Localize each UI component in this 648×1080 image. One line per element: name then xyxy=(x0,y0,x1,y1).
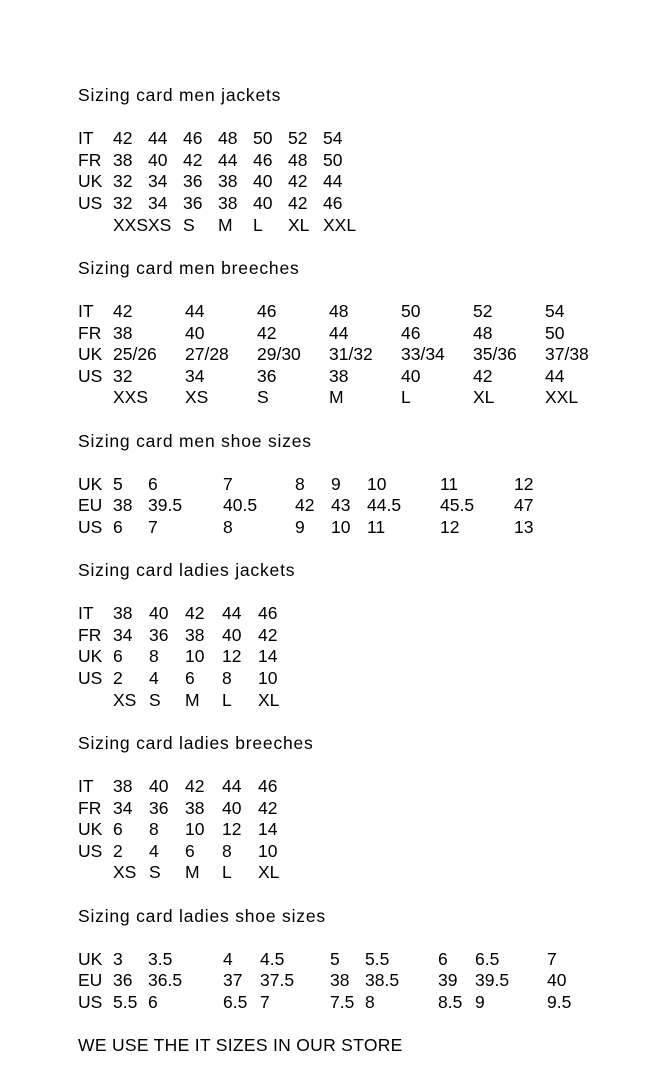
size-value: 7 xyxy=(223,473,233,494)
size-value: 9 xyxy=(475,991,485,1012)
size-value: 43 xyxy=(331,495,351,516)
size-value: 54 xyxy=(545,300,565,321)
size-value: 2 xyxy=(113,668,123,689)
row-label: FR xyxy=(78,797,102,818)
size-value: 40.5 xyxy=(223,495,258,516)
size-value: 25/26 xyxy=(113,344,157,365)
size-value: 34 xyxy=(113,797,133,818)
size-value: XS xyxy=(148,214,172,235)
size-value: 4 xyxy=(223,948,233,969)
row-label: IT xyxy=(78,128,94,149)
size-value: 40 xyxy=(401,365,421,386)
table-row xyxy=(78,668,638,690)
size-value: 36.5 xyxy=(148,970,183,991)
size-value: 50 xyxy=(401,300,421,321)
size-value: 38 xyxy=(330,970,350,991)
size-value: 32 xyxy=(113,171,133,192)
size-value: 44 xyxy=(329,322,349,343)
size-value: 44 xyxy=(148,128,168,149)
size-value: XXL xyxy=(323,214,357,235)
row-label: US xyxy=(78,192,103,213)
size-value: 42 xyxy=(185,776,205,796)
table-row xyxy=(78,301,638,323)
size-value: 46 xyxy=(257,300,277,321)
size-value: 44 xyxy=(185,300,205,321)
size-value: 50 xyxy=(253,128,273,149)
size-value: S xyxy=(149,862,161,883)
size-value: 39.5 xyxy=(475,970,510,991)
size-value: 4.5 xyxy=(260,948,285,969)
size-value: M xyxy=(218,214,233,235)
size-value: 42 xyxy=(113,128,133,149)
size-value: 14 xyxy=(258,646,278,667)
size-table-men-breeches xyxy=(78,301,638,409)
size-value: 6 xyxy=(185,840,195,861)
table-row xyxy=(78,841,638,863)
size-value: 12 xyxy=(514,473,534,494)
size-value: 14 xyxy=(258,819,278,840)
size-value: 42 xyxy=(257,322,277,343)
size-value: 36 xyxy=(149,624,169,645)
size-table-men-jackets xyxy=(78,128,638,236)
size-value: 38 xyxy=(185,797,205,818)
section-title: Sizing card men shoe sizes xyxy=(78,430,312,451)
size-value: 44 xyxy=(218,149,238,170)
size-value: 35/36 xyxy=(473,344,517,365)
size-value: S xyxy=(149,689,161,710)
section-title: Sizing card men jackets xyxy=(78,85,282,105)
size-value: 10 xyxy=(185,819,205,840)
size-value: XL xyxy=(473,387,495,408)
size-value: 42 xyxy=(288,192,308,213)
table-row xyxy=(78,646,638,668)
size-value: 46 xyxy=(258,603,278,624)
size-value: 36 xyxy=(113,970,133,991)
size-value: 11 xyxy=(367,516,386,537)
sizing-sections xyxy=(78,85,638,1014)
size-value: 54 xyxy=(323,128,343,149)
size-value: 40 xyxy=(253,171,273,192)
size-value: XS xyxy=(113,689,137,710)
row-label: UK xyxy=(78,948,103,969)
size-value: 44.5 xyxy=(367,495,402,516)
section-title: Sizing card men breeches xyxy=(78,257,300,278)
row-label: UK xyxy=(78,171,103,192)
table-row xyxy=(78,366,638,388)
table-row xyxy=(78,344,638,366)
size-value: 48 xyxy=(473,322,493,343)
size-value: M xyxy=(185,689,200,710)
size-table-ladies-breeches xyxy=(78,776,638,884)
size-value: 42 xyxy=(185,603,205,624)
size-value: 40 xyxy=(149,776,169,796)
size-value: 8 xyxy=(223,516,233,537)
size-value: 6 xyxy=(185,668,195,689)
size-value: 37.5 xyxy=(260,970,295,991)
size-value: 34 xyxy=(113,624,133,645)
size-value: 46 xyxy=(258,776,278,796)
size-value: 32 xyxy=(113,365,133,386)
section-ladies-jackets xyxy=(78,560,638,711)
size-value: L xyxy=(222,862,232,883)
size-value: 39.5 xyxy=(148,495,183,516)
size-value: 10 xyxy=(258,668,278,689)
size-value: 8 xyxy=(149,819,159,840)
store-sizes-note: WE USE THE IT SIZES IN OUR STORE xyxy=(78,1035,403,1056)
size-value: 12 xyxy=(222,646,242,667)
size-value: 38 xyxy=(218,171,238,192)
size-value: 37/38 xyxy=(545,344,589,365)
row-label: FR xyxy=(78,149,102,170)
size-value: 36 xyxy=(257,365,277,386)
size-value: 6 xyxy=(438,948,448,969)
size-value: 40 xyxy=(185,322,205,343)
size-value: L xyxy=(401,387,411,408)
size-value: 6 xyxy=(148,473,158,494)
size-value: 40 xyxy=(253,192,273,213)
size-value: 38 xyxy=(113,603,133,624)
size-value: 27/28 xyxy=(185,344,229,365)
size-value: XXS xyxy=(113,387,149,408)
size-value: 5 xyxy=(330,948,340,969)
size-value: 8 xyxy=(295,473,305,494)
size-value: M xyxy=(185,862,200,883)
section-men-breeches xyxy=(78,258,638,409)
size-value: 42 xyxy=(295,495,315,516)
size-value: 7 xyxy=(547,948,557,969)
size-value: 8.5 xyxy=(438,991,463,1012)
size-value: 46 xyxy=(183,128,203,149)
size-value: 48 xyxy=(218,128,238,149)
size-value: 9 xyxy=(331,473,341,494)
size-value: XS xyxy=(185,387,209,408)
size-value: 42 xyxy=(473,365,493,386)
section-ladies-breeches xyxy=(78,733,638,884)
size-value: 48 xyxy=(329,300,349,321)
size-value: 34 xyxy=(148,171,168,192)
size-value: 31/32 xyxy=(329,344,373,365)
size-value: 7 xyxy=(260,991,270,1012)
table-row xyxy=(78,776,638,798)
table-row xyxy=(78,323,638,345)
size-value: 36 xyxy=(149,797,169,818)
size-value: 4 xyxy=(149,840,159,861)
size-value: 42 xyxy=(113,300,133,321)
section-title: Sizing card ladies jackets xyxy=(78,560,296,581)
table-row xyxy=(78,171,638,193)
size-value: 40 xyxy=(148,149,168,170)
table-row xyxy=(78,862,638,884)
size-value: 44 xyxy=(545,365,565,386)
size-value: 5 xyxy=(113,473,123,494)
size-value: 6.5 xyxy=(223,991,248,1012)
table-row xyxy=(78,128,638,150)
size-value: 6 xyxy=(113,516,123,537)
size-value: 46 xyxy=(401,322,421,343)
size-value: 52 xyxy=(288,128,308,149)
table-row xyxy=(78,215,638,237)
size-value: 39 xyxy=(438,970,458,991)
table-row xyxy=(78,150,638,172)
table-row xyxy=(78,387,638,409)
row-label: US xyxy=(78,991,103,1012)
row-label: UK xyxy=(78,473,103,494)
size-value: 34 xyxy=(185,365,205,386)
size-value: 7.5 xyxy=(330,991,355,1012)
size-value: 36 xyxy=(183,192,203,213)
size-value: 42 xyxy=(288,171,308,192)
size-value: 8 xyxy=(222,668,232,689)
size-value: 44 xyxy=(222,776,242,796)
size-value: 38 xyxy=(218,192,238,213)
size-value: 42 xyxy=(183,149,203,170)
size-value: XL xyxy=(288,214,310,235)
size-value: XL xyxy=(258,689,280,710)
size-value: 11 xyxy=(440,473,459,494)
size-value: 38 xyxy=(329,365,349,386)
table-row xyxy=(78,193,638,215)
table-row xyxy=(78,819,638,841)
section-title: Sizing card ladies shoe sizes xyxy=(78,905,326,926)
table-row xyxy=(78,603,638,625)
size-value: 38 xyxy=(113,776,133,796)
size-value: 46 xyxy=(323,192,343,213)
size-value: 47 xyxy=(514,495,534,516)
size-value: 8 xyxy=(222,840,232,861)
table-row xyxy=(78,474,638,496)
size-value: XXS xyxy=(113,214,149,235)
table-row xyxy=(78,495,638,517)
row-label: IT xyxy=(78,776,94,796)
size-value: 9 xyxy=(295,516,305,537)
section-men-jackets xyxy=(78,85,638,236)
size-value: 36 xyxy=(183,171,203,192)
size-value: 34 xyxy=(148,192,168,213)
size-value: XL xyxy=(258,862,280,883)
size-value: 6.5 xyxy=(475,948,500,969)
size-value: 7 xyxy=(148,516,158,537)
size-value: 12 xyxy=(222,819,242,840)
size-value: 50 xyxy=(545,322,565,343)
size-value: 5.5 xyxy=(365,948,390,969)
table-row xyxy=(78,690,638,712)
size-value: 3 xyxy=(113,948,123,969)
size-value: 2 xyxy=(113,840,123,861)
size-value: 5.5 xyxy=(113,991,138,1012)
size-value: 10 xyxy=(367,473,387,494)
row-label: FR xyxy=(78,322,102,343)
row-label: EU xyxy=(78,970,103,991)
row-label: UK xyxy=(78,819,103,840)
size-value: 9.5 xyxy=(547,991,572,1012)
table-row xyxy=(78,798,638,820)
size-value: 38 xyxy=(113,322,133,343)
size-value: 48 xyxy=(288,149,308,170)
size-value: 42 xyxy=(258,797,278,818)
size-value: 52 xyxy=(473,300,493,321)
size-value: 3.5 xyxy=(148,948,173,969)
size-value: 37 xyxy=(223,970,243,991)
size-value: XXL xyxy=(545,387,579,408)
size-value: S xyxy=(183,214,195,235)
size-value: 45.5 xyxy=(440,495,475,516)
size-value: 44 xyxy=(323,171,343,192)
row-label: UK xyxy=(78,646,103,667)
size-value: M xyxy=(329,387,344,408)
row-label: IT xyxy=(78,603,94,624)
size-value: 40 xyxy=(222,624,242,645)
size-value: 8 xyxy=(149,646,159,667)
size-value: 29/30 xyxy=(257,344,301,365)
table-row xyxy=(78,992,638,1014)
table-row xyxy=(78,970,638,992)
table-row xyxy=(78,517,638,539)
size-value: 10 xyxy=(185,646,205,667)
size-value: L xyxy=(222,689,232,710)
section-title: Sizing card ladies breeches xyxy=(78,732,314,753)
size-value: XS xyxy=(113,862,137,883)
size-value: L xyxy=(253,214,263,235)
size-value: 46 xyxy=(253,149,273,170)
size-value: 32 xyxy=(113,192,133,213)
size-value: 38.5 xyxy=(365,970,400,991)
row-label: IT xyxy=(78,300,94,321)
section-men-shoes xyxy=(78,431,638,539)
size-value: 40 xyxy=(222,797,242,818)
size-value: 10 xyxy=(258,840,278,861)
size-table-ladies-shoes xyxy=(78,949,638,1014)
size-value: 10 xyxy=(331,516,351,537)
row-label: US xyxy=(78,516,103,537)
size-value: S xyxy=(257,387,269,408)
row-label: UK xyxy=(78,344,103,365)
size-value: 12 xyxy=(440,516,460,537)
size-value: 38 xyxy=(185,624,205,645)
size-value: 40 xyxy=(149,603,169,624)
row-label: FR xyxy=(78,624,102,645)
size-value: 33/34 xyxy=(401,344,445,365)
size-table-ladies-jackets xyxy=(78,603,638,711)
size-value: 50 xyxy=(323,149,343,170)
size-value: 13 xyxy=(514,516,534,537)
row-label: EU xyxy=(78,495,103,516)
section-ladies-shoes xyxy=(78,906,638,1014)
size-value: 42 xyxy=(258,624,278,645)
size-value: 6 xyxy=(113,819,123,840)
size-value: 6 xyxy=(148,991,158,1012)
size-value: 4 xyxy=(149,668,159,689)
row-label: US xyxy=(78,365,103,386)
table-row xyxy=(78,949,638,971)
size-value: 38 xyxy=(113,495,133,516)
row-label: US xyxy=(78,840,103,861)
row-label: US xyxy=(78,668,103,689)
size-value: 44 xyxy=(222,603,242,624)
size-value: 40 xyxy=(547,970,567,991)
size-table-men-shoes xyxy=(78,474,638,539)
size-value: 8 xyxy=(365,991,375,1012)
size-value: 38 xyxy=(113,149,133,170)
size-value: 6 xyxy=(113,646,123,667)
table-row xyxy=(78,625,638,647)
